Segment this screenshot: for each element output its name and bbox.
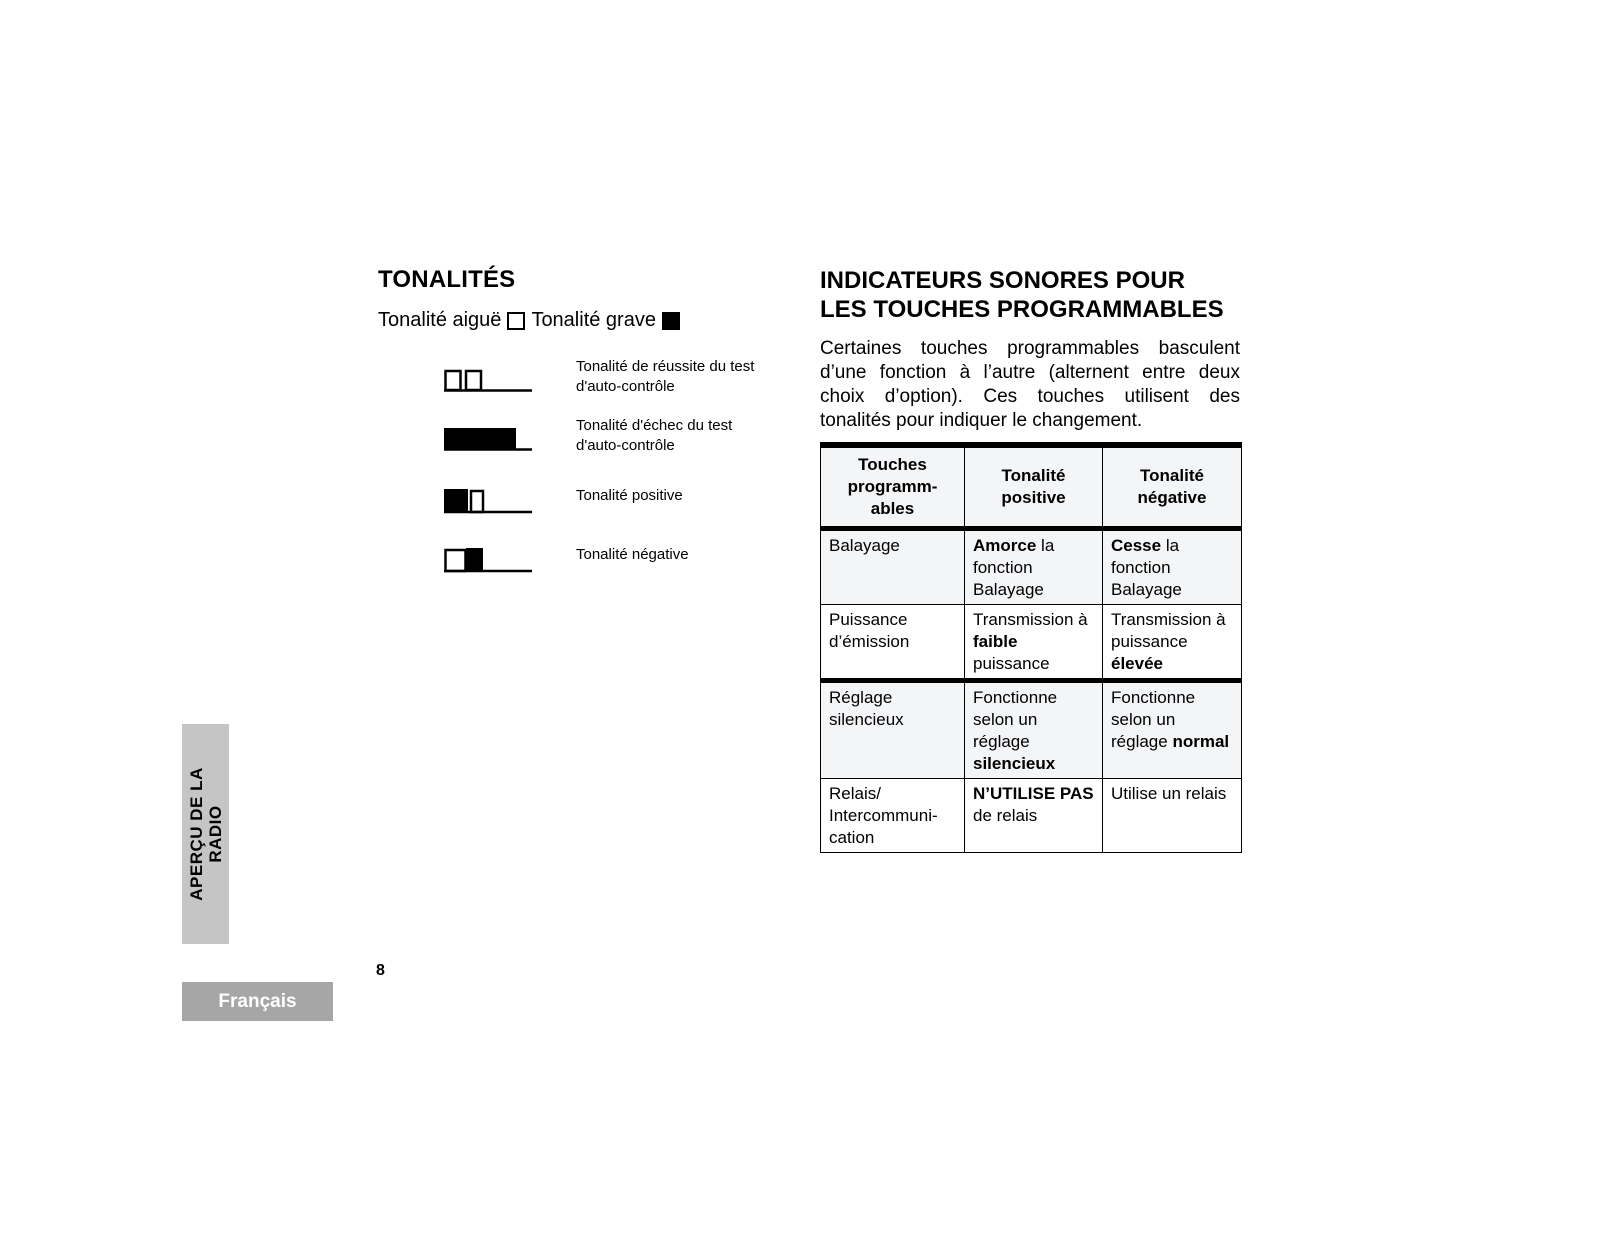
- key-cell: Puissance d’émission: [821, 605, 965, 681]
- low-tone-square-icon: [662, 312, 680, 330]
- language-tab: [182, 982, 333, 1021]
- text: Fonctionne selon un réglage: [973, 688, 1058, 751]
- bold-text: Cesse: [1111, 536, 1162, 555]
- key-cell: Balayage: [821, 529, 965, 605]
- tone-legend: [378, 309, 686, 332]
- tone-label: Tonalité de réussite du test d'auto-contrôle: [576, 358, 755, 395]
- negative-tone-cell: [1103, 529, 1242, 605]
- page-number: 8: [376, 962, 385, 979]
- low-then-high-tone-icon: [444, 486, 540, 526]
- text: la fonction Balayage: [1111, 536, 1182, 599]
- low-tone-label: Tonalité grave: [531, 309, 656, 331]
- programmable-keys-heading: [820, 266, 1240, 324]
- positive-tone-cell: [965, 605, 1103, 681]
- bold-text: N’UTILISE PAS: [973, 784, 1094, 803]
- language-tab-label: Français: [218, 990, 297, 1012]
- positive-tone-cell: [965, 681, 1103, 779]
- two-high-tones-icon: [444, 357, 540, 397]
- table-row: [821, 529, 1242, 605]
- tone-row-self-test-pass: [444, 357, 764, 407]
- bold-text: faible: [973, 632, 1018, 651]
- bold-text: normal: [1172, 732, 1230, 751]
- text: puissance: [973, 654, 1050, 673]
- key-cell: Relais/ Intercommuni-cation: [821, 779, 965, 853]
- table-header-row: [821, 445, 1242, 529]
- bold-text: élevée: [1111, 654, 1163, 673]
- negative-tone-cell: [1103, 605, 1242, 681]
- positive-tone-cell: [965, 529, 1103, 605]
- section-side-tab: [182, 724, 229, 944]
- negative-tone-cell: [1103, 779, 1242, 853]
- negative-tone-cell: [1103, 681, 1242, 779]
- header-keys: Touches programm-ables: [821, 445, 965, 529]
- table-row: [821, 779, 1242, 853]
- text: Utilise un relais: [1111, 784, 1227, 803]
- tone-label: Tonalité négative: [576, 546, 689, 563]
- text: de relais: [973, 806, 1038, 825]
- high-then-low-tone-icon: [444, 545, 540, 585]
- long-low-tone-icon: [444, 416, 540, 456]
- table-row: [821, 605, 1242, 681]
- tone-row-positive: [444, 486, 764, 536]
- high-tone-square-icon: [507, 312, 525, 330]
- bold-text: silencieux: [973, 754, 1056, 773]
- table-row: [821, 681, 1242, 779]
- header-positive-tone: Tonalité positive: [965, 445, 1103, 529]
- tone-row-self-test-fail: [444, 416, 764, 466]
- text: Transmission à: [973, 610, 1088, 629]
- tone-label: Tonalité d'échec du test d'auto-contrôle: [576, 417, 733, 454]
- bold-text: Amorce: [973, 536, 1037, 555]
- positive-tone-cell: [965, 779, 1103, 853]
- tone-label: Tonalité positive: [576, 487, 683, 504]
- programmable-keys-table: [820, 442, 1242, 853]
- section-side-tab-label: APERÇU DE LA RADIO: [186, 767, 225, 901]
- intro-paragraph: Certaines touches programmables basculent d’une fonction à l’autre (alternent entre deux choix d’option). Ces touches utilisent des tonalités pour indiquer le changement.: [820, 338, 1240, 431]
- heading-line-1: INDICATEURS SONORES POUR: [820, 267, 1185, 294]
- heading-line-2: LES TOUCHES PROGRAMMABLES: [820, 296, 1224, 323]
- text: la fonction Balayage: [973, 536, 1055, 599]
- high-tone-label: Tonalité aiguë: [378, 309, 502, 331]
- text: Fonctionne selon un réglage: [1111, 688, 1196, 751]
- tones-heading: TONALITÉS: [378, 266, 516, 293]
- tone-row-negative: [444, 545, 764, 595]
- text: Transmission à puissance: [1111, 610, 1226, 651]
- header-negative-tone: Tonalité négative: [1103, 445, 1242, 529]
- key-cell: Réglage silencieux: [821, 681, 965, 779]
